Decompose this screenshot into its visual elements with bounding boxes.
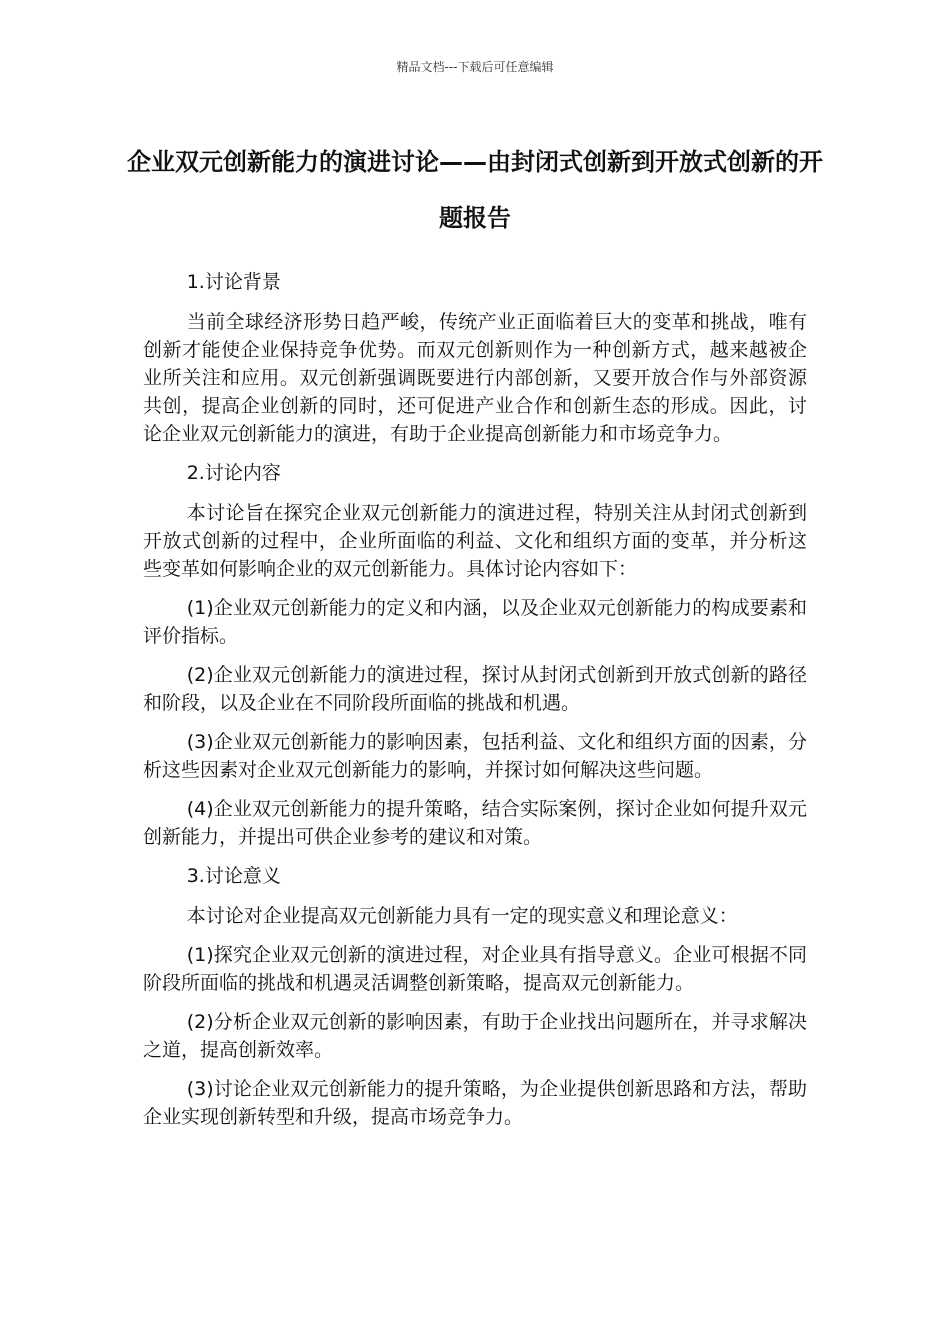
document-title: 企业双元创新能力的演进讨论——由封闭式创新到开放式创新的开题报告 (127, 148, 823, 232)
section-heading-background: 1.讨论背景 (186, 271, 281, 293)
list-item-content-1: (1)企业双元创新能力的定义和内涵，以及企业双元创新能力的构成要素和评价指标。 (143, 597, 807, 647)
paragraph-significance-intro: 本讨论对企业提高双元创新能力具有一定的现实意义和理论意义： (186, 905, 738, 927)
list-item-significance-2: (2)分析企业双元创新的影响因素，有助于企业找出问题所在，并寻求解决之道，提高创新效率。 (143, 1011, 807, 1061)
section-heading-significance: 3.讨论意义 (186, 865, 281, 887)
paragraph-content-intro: 本讨论旨在探究企业双元创新能力的演进过程，特别关注从封闭式创新到开放式创新的过程中，企业所面临的利益、文化和组织方面的变革，并分析这些变革如何影响企业的双元创新能力。具体讨论内容如下： (143, 502, 807, 580)
list-item-significance-1: (1)探究企业双元创新的演进过程，对企业具有指导意义。企业可根据不同阶段所面临的挑战和机遇灵活调整创新策略，提高双元创新能力。 (143, 944, 807, 994)
list-item-content-4: (4)企业双元创新能力的提升策略，结合实际案例，探讨企业如何提升双元创新能力，并提出可供企业参考的建议和对策。 (143, 798, 807, 848)
list-item-significance-3: (3)讨论企业双元创新能力的提升策略，为企业提供创新思路和方法，帮助企业实现创新转型和升级，提高市场竞争力。 (143, 1078, 807, 1128)
list-item-content-2: (2)企业双元创新能力的演进过程，探讨从封闭式创新到开放式创新的路径和阶段，以及企业在不同阶段所面临的挑战和机遇。 (143, 664, 807, 714)
paragraph-background: 当前全球经济形势日趋严峻，传统产业正面临着巨大的变革和挑战，唯有创新才能使企业保持竞争优势。而双元创新则作为一种创新方式，越来越被企业所关注和应用。双元创新强调既要进行内部创新，又要开放合作与外部资源共创，提高企业创新的同时，还可促进产业合作和创新生态的形成。因此，讨论企业双元创新能力的演进，有助于企业提高创新能力和市场竞争力。 (143, 311, 807, 445)
header-note: 精品文档---下载后可任意编辑 (396, 60, 554, 74)
document-body (143, 268, 807, 1142)
section-heading-content: 2.讨论内容 (186, 462, 281, 484)
list-item-content-3: (3)企业双元创新能力的影响因素，包括利益、文化和组织方面的因素，分析这些因素对企业双元创新能力的影响，并探讨如何解决这些问题。 (143, 731, 807, 781)
